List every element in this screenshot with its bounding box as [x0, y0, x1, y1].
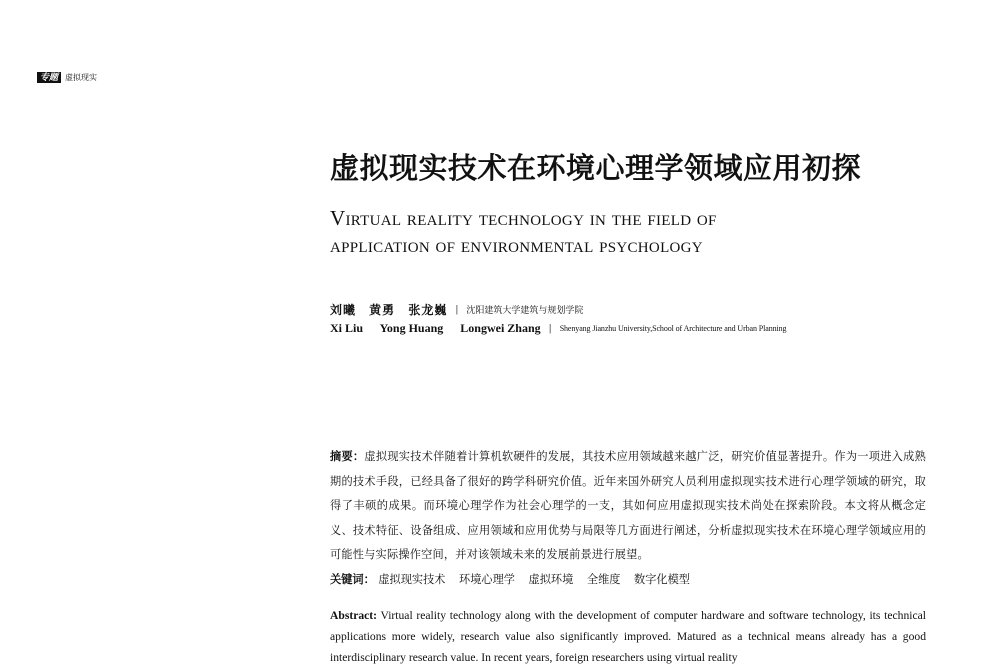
abstract-chinese	[330, 445, 926, 568]
abstract-en-label: Abstract:	[330, 609, 378, 622]
title-english-line1: Virtual reality technology in the field of	[330, 206, 717, 230]
author-names-cn: 刘曦 黄勇 张龙巍	[330, 303, 448, 317]
title-chinese: 虚拟现实技术在环境心理学领域应用初探	[330, 151, 862, 185]
affiliation-cn: 沈阳建筑大学建筑与规划学院	[466, 306, 584, 316]
author-separator-cn: |	[455, 304, 459, 315]
title-english	[330, 205, 890, 259]
authors-chinese	[330, 301, 583, 318]
abstract-cn-label: 摘要：	[330, 450, 365, 463]
author-separator-en: |	[548, 323, 552, 334]
abstract-cn-text: 虚拟现实技术伴随着计算机软硬件的发展，其技术应用领域越来越广泛，研究价值显著提升。作为一项进入成熟期的技术手段，已经具备了很好的跨学科研究价值。近年来国外研究人员利用虚拟现实技术进行心理学领域的研究，取得了丰硕的成果。而环境心理学作为社会心理学的一支，其如何应用虚拟现实技术尚处在探索阶段。本文将从概念定义、技术特征、设备组成、应用领域和应用优势与局限等几方面进行阐述，分析虚拟现实技术在环境心理学领域应用的可能性与实际操作空间，并对该领域未来的发展前景进行展望。	[330, 450, 926, 561]
section-label: 专题	[37, 72, 61, 83]
keywords	[330, 571, 700, 587]
author-name: Longwei Zhang	[460, 321, 541, 335]
keyword-item: 虚拟现实技术	[378, 573, 446, 586]
title-english-line2: application of environmental psychology	[330, 233, 703, 257]
keyword-item: 虚拟环境	[528, 573, 574, 586]
authors-english	[330, 321, 786, 336]
affiliation-en: Shenyang Jianzhu University,School of Architecture and Urban Planning	[559, 324, 787, 333]
author-name: Yong Huang	[379, 321, 444, 335]
abstract-english	[330, 605, 926, 668]
keywords-label: 关键词：	[330, 573, 375, 586]
section-text: 虚拟现实	[65, 73, 98, 82]
abstract-en-text: Virtual reality technology along with the development of computer hardware and software technology, its technical applications more widely, research value also significantly improved. Matured as a technical means already has a good interdisciplinary research value. In recent years, foreign researchers using virtual reality	[330, 609, 926, 664]
keyword-item: 数字化模型	[634, 573, 690, 586]
author-name: Xi Liu	[330, 321, 364, 335]
section-tag	[37, 72, 97, 83]
keyword-item: 全维度	[586, 573, 621, 586]
author-names-en	[330, 321, 541, 336]
keyword-item: 环境心理学	[459, 573, 515, 586]
